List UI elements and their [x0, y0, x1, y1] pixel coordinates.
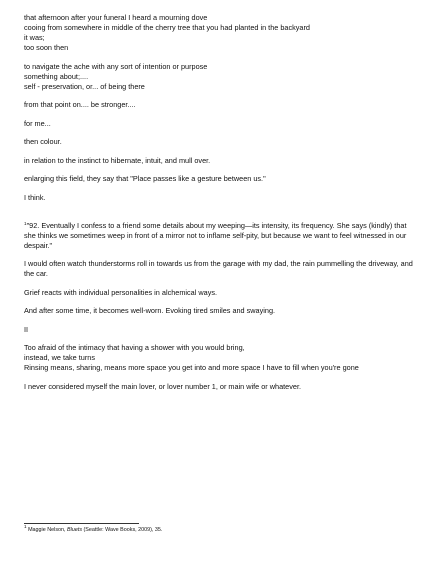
- poem-line: to navigate the ache with any sort of intention or purpose: [24, 61, 208, 71]
- stanza-4: [24, 119, 420, 129]
- footnote-marker: 1: [24, 524, 27, 529]
- stanza-10: [24, 259, 420, 279]
- poem-line: instead, we take turns: [24, 353, 95, 362]
- poem-line: then colour.: [24, 137, 62, 146]
- poem-line: cooing from somewhere in middle of the cherry tree that you had planted in the backyard: [24, 23, 310, 32]
- stanza-11: [24, 288, 420, 298]
- poem-line: too soon then: [24, 43, 69, 52]
- poem-line: from that point on.... be stronger....: [24, 100, 136, 109]
- footnote-citation: (Seattle: Wave Books, 2009), 35.: [83, 527, 163, 533]
- poem-line: it was;: [24, 33, 45, 42]
- stanza-5: [24, 137, 420, 147]
- poem-line: that afternoon after your funeral I heard a mourning dove: [24, 13, 208, 22]
- stanza-1: [24, 13, 420, 53]
- poem-line: I think.: [24, 192, 46, 202]
- stanza-8: [24, 193, 420, 203]
- footnote-author: Maggie Nelson,: [28, 527, 66, 533]
- footnote-title: Bluets: [67, 527, 83, 533]
- poem-line: And after some time, it becomes well-worn. Evoking tired smiles and swaying.: [24, 306, 276, 315]
- poem-line: in relation to the instinct to hibernate, intuit, and mull over.: [24, 155, 211, 165]
- footnote-reference: 1: [24, 220, 27, 226]
- poem-line: I would often watch thunderstorms roll in towards us from the garage with my dad, the rain pummelling the driveway, and the car.: [24, 259, 413, 278]
- stanza-3: [24, 100, 420, 110]
- stanza-15: [24, 382, 420, 392]
- footnote: [24, 524, 163, 534]
- quotation-paragraph: [24, 221, 420, 251]
- stanza-6: [24, 156, 420, 166]
- stanza-2: [24, 62, 420, 92]
- poem-line: [24, 221, 420, 251]
- poem-line: for me...: [24, 118, 51, 128]
- poem-body: [24, 13, 420, 400]
- stanza-12: [24, 306, 420, 316]
- poem-line: something about;....: [24, 71, 89, 81]
- poem-line: I never considered myself the main lover, or lover number 1, or main wife or whatever.: [24, 381, 301, 391]
- poem-line: Rinsing means, sharing, means more space you get into and more space I have to fill when you're gone: [24, 363, 359, 372]
- poem-line: self - preservation, or... of being there: [24, 81, 145, 91]
- stanza-7: [24, 174, 420, 184]
- footnote-divider: [24, 523, 139, 524]
- section-numeral: [24, 325, 420, 335]
- poem-line: enlarging this field, they say that "Place passes like a gesture between us.": [24, 174, 266, 183]
- poem-line: Too afraid of the intimacy that having a shower with you would bring,: [24, 343, 245, 352]
- poem-line: II: [24, 324, 29, 334]
- quotation-text: "92. Eventually I confess to a friend some details about my weeping—its intensity, its frequency. She says (kindly) that she thinks we sometimes weep in front of a mirror not to inflame self-pity, but because we want to feel witnessed in our despair.": [24, 220, 407, 250]
- poem-line: Grief reacts with individual personalities in alchemical ways.: [24, 287, 218, 297]
- stanza-14: [24, 343, 420, 373]
